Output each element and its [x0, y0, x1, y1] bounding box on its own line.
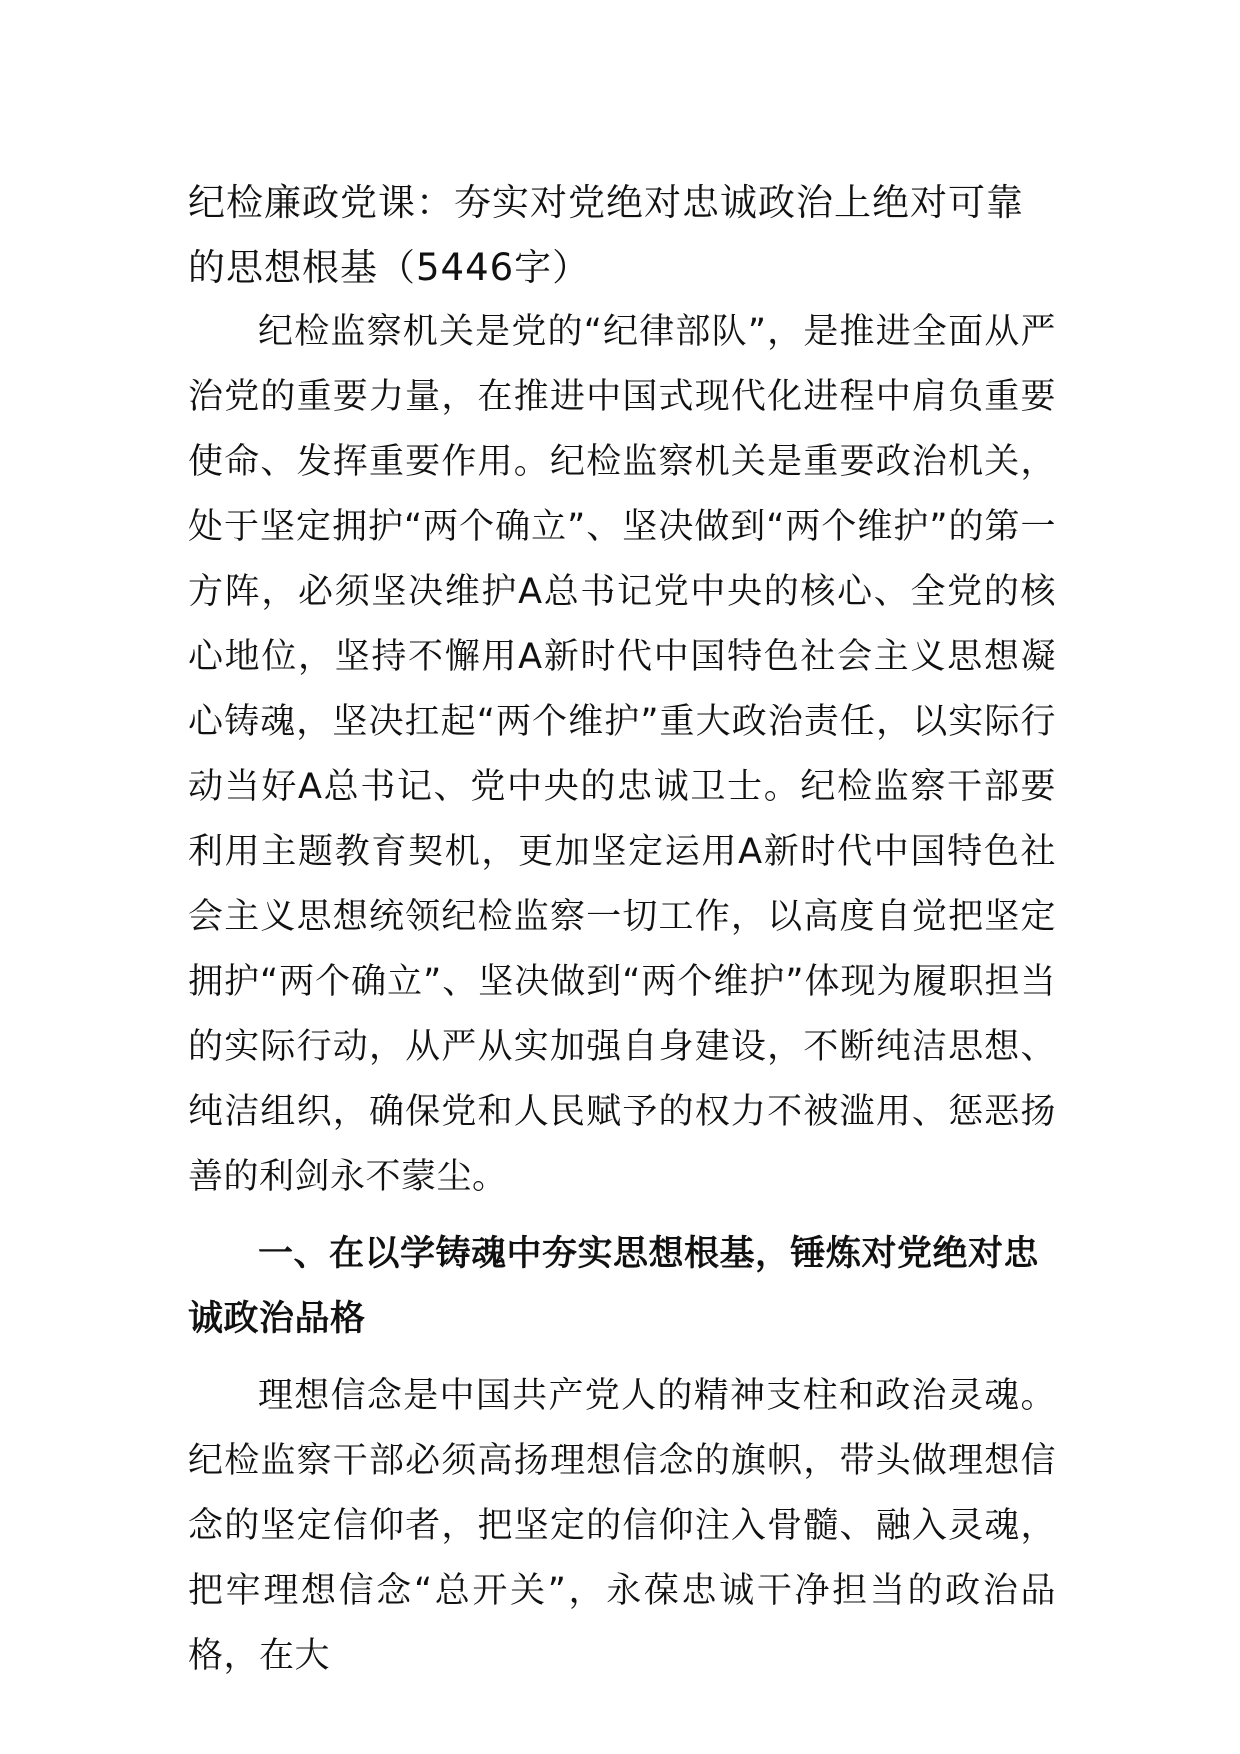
intro-paragraph: 纪检监察机关是党的“纪律部队”，是推进全面从严治党的重要力量，在推进中国式现代化进程中肩负重要使命、发挥重要作用。纪检监察机关是重要政治机关，处于坚定拥护“两个确立”、坚决做到“两个维护”的第一方阵，必须坚决维护A总书记党中央的核心、全党的核心地位，坚持不懈用A新时代中国特色社会主义思想凝心铸魂，坚决扛起“两个维护”重大政治责任，以实际行动当好A总书记、党中央的忠诚卫士。纪检监察干部要利用主题教育契机，更加坚定运用A新时代中国特色社会主义思想统领纪检监察一切工作，以高度自觉把坚定拥护“两个确立”、坚决做到“两个维护”体现为履职担当的实际行动，从严从实加强自身建设，不断纯洁思想、纯洁组织，确保党和人民赋予的权力不被滥用、惩恶扬善的利剑永不蒙尘。	[188, 312, 1057, 1197]
section-heading: 一、在以学铸魂中夯实思想根基，锤炼对党绝对忠诚政治品格	[188, 1234, 1040, 1339]
section-paragraph: 理想信念是中国共产党人的精神支柱和政治灵魂。纪检监察干部必须高扬理想信念的旗帜，带头做理想信念的坚定信仰者，把坚定的信仰注入骨髓、融入灵魂，把牢理想信念“总开关”，永葆忠诚干净担当的政治品格，在大	[188, 1376, 1056, 1676]
document-body	[188, 170, 1056, 1689]
document-title: 纪检廉政党课：夯实对党绝对忠诚政治上绝对可靠的思想根基（5446字）	[188, 181, 1024, 289]
